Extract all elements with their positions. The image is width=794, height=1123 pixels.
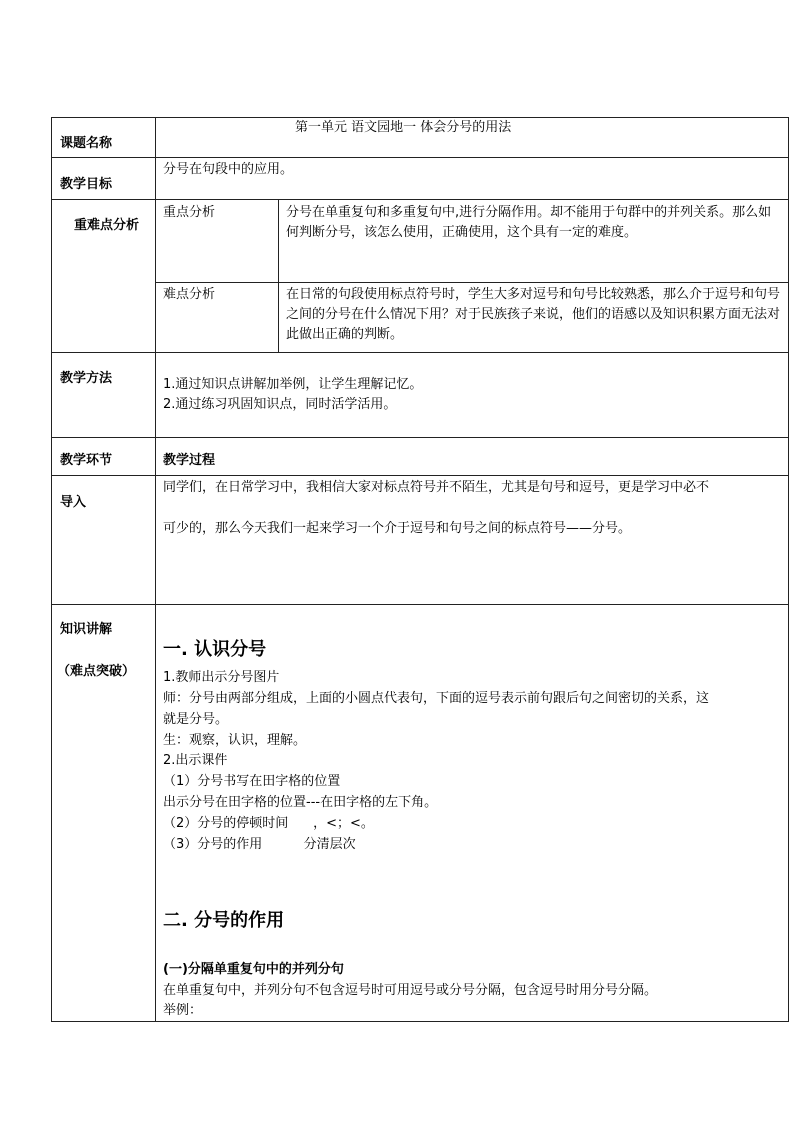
section1-line: （2）分号的停顿时间 ，<；<。: [163, 816, 374, 831]
difficult-analysis-label: 难点分析: [163, 287, 216, 302]
section1-line: 2.出示课件: [163, 753, 228, 768]
section1-line: 师：分号由两部分组成，上面的小圆点代表句，下面的逗号表示前句跟后句之间密切的关系，这: [163, 691, 710, 706]
section1-line: 1.教师出示分号图片: [163, 670, 280, 685]
section1-heading: 一. 认识分号: [163, 639, 267, 660]
section1-line: （3）分号的作用 分清层次: [163, 837, 356, 852]
table-border-bottom: [51, 1021, 789, 1022]
subsection1-heading: (一)分隔单重复句中的并列分句: [163, 962, 344, 977]
knowledge-label: 知识讲解: [60, 622, 113, 637]
title-label: 课题名称: [60, 136, 113, 151]
intro-line: 可少的，那么今天我们一起来学习一个介于逗号和句号之间的标点符号——分号。: [163, 521, 632, 536]
key-analysis-value: 分号在单重复句和多重复句中,进行分隔作用。却不能用于句群中的并列关系。那么如何判断分号，该怎么使用，正确使用，这个具有一定的难度。: [286, 205, 772, 240]
inner-row-divider: [155, 282, 789, 283]
key-analysis-label: 重点分析: [163, 205, 216, 220]
subsection1-line: 举例：: [163, 1003, 203, 1018]
difficult-analysis-value: 在日常的句段使用标点符号时，学生大多对逗号和句号比较熟悉，那么介于逗号和句号之间的分号在什么情况下用？对于民族孩子来说，他们的语感以及知识积累方面无法对此做出正确的判断。: [286, 287, 781, 342]
table-border-right: [788, 117, 789, 1022]
row-divider: [51, 437, 789, 438]
process-label: 教学过程: [163, 453, 216, 468]
knowledge-sublabel: （难点突破）: [57, 664, 136, 679]
row-divider: [51, 475, 789, 476]
section1-line: 就是分号。: [163, 712, 229, 727]
method-line: 1.通过知识点讲解加举例，让学生理解记忆。: [163, 377, 423, 392]
method-line: 2.通过练习巩固知识点，同时活学活用。: [163, 397, 397, 412]
row-divider: [51, 604, 789, 605]
subsection1-line: 在单重复句中，并列分句不包含逗号时可用逗号或分号分隔，包含逗号时用分号分隔。: [163, 983, 658, 998]
table-border-left: [51, 117, 52, 1022]
section1-line: 出示分号在田字格的位置---在田字格的左下角。: [163, 795, 438, 810]
row-divider: [51, 199, 789, 200]
section1-line: 生：观察，认识，理解。: [163, 733, 307, 748]
section2-heading: 二. 分号的作用: [163, 910, 285, 931]
label-column-divider: [155, 117, 156, 1022]
goal-value: 分号在句段中的应用。: [163, 162, 294, 177]
goal-label: 教学目标: [60, 177, 113, 192]
row-divider: [51, 352, 789, 353]
intro-label: 导入: [60, 495, 87, 510]
analysis-column-divider: [278, 199, 279, 353]
title-value: 第一单元 语文园地一 体会分号的用法: [295, 120, 512, 135]
section1-line: （1）分号书写在田字格的位置: [163, 774, 341, 789]
method-label: 教学方法: [60, 371, 113, 386]
intro-line: 同学们，在日常学习中，我相信大家对标点符号并不陌生，尤其是句号和逗号，更是学习中必不: [163, 480, 710, 495]
row-divider: [51, 157, 789, 158]
step-label: 教学环节: [60, 453, 113, 468]
analysis-label: 重难点分析: [74, 218, 140, 233]
